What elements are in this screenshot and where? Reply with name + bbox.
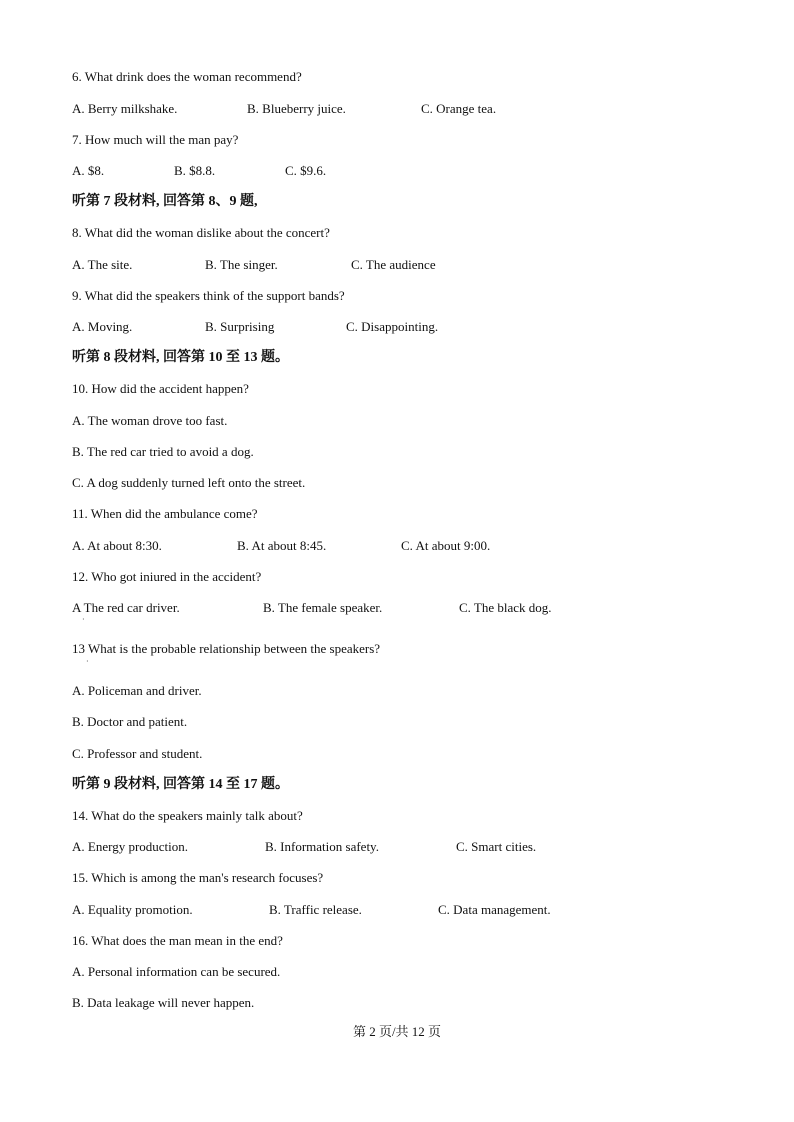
option-7a: A. $8. [72,163,105,178]
option-7c: C. $9.6. [285,163,327,178]
section-heading-7: 听第 7 段材料, 回答第 8、9 题, [72,194,258,209]
option-10a: A. The woman drove too fast. [72,413,228,428]
option-13c: C. Professor and student. [72,746,203,761]
option-9a: A. Moving. [72,319,133,334]
option-13b: B. Doctor and patient. [72,714,188,729]
question-13: 13 What is the probable relationship between the speakers? [72,641,381,656]
option-12a: A The red car driver. [72,600,180,615]
option-6c: C. Orange tea. [421,101,497,116]
section-heading-8: 听第 8 段材料, 回答第 10 至 13 题。 [72,350,289,365]
question-8: 8. What did the woman dislike about the concert? [72,225,330,240]
option-10c: C. A dog suddenly turned left onto the street. [72,475,306,490]
option-14a: A. Energy production. [72,839,189,854]
question-7: 7. How much will the man pay? [72,132,239,147]
stray-dot: · [86,657,89,666]
option-8c: C. The audience [351,257,436,272]
option-13a: A. Policeman and driver. [72,683,202,698]
option-11a: A. At about 8:30. [72,538,162,553]
question-9: 9. What did the speakers think of the support bands? [72,288,345,303]
option-11c: C. At about 9:00. [401,538,491,553]
question-15: 15. Which is among the man's research focuses? [72,870,324,885]
section-heading-9: 听第 9 段材料, 回答第 14 至 17 题。 [72,777,289,792]
option-7b: B. $8.8. [174,163,216,178]
option-15b: B. Traffic release. [269,902,362,917]
page-footer: 第 2 页/共 12 页 [352,1024,442,1039]
option-15a: A. Equality promotion. [72,902,193,917]
option-12b: B. The female speaker. [263,600,383,615]
question-11: 11. When did the ambulance come? [72,506,258,521]
option-16b: B. Data leakage will never happen. [72,995,255,1010]
option-8b: B. The singer. [205,257,278,272]
option-15c: C. Data management. [438,902,551,917]
option-14c: C. Smart cities. [456,839,537,854]
option-10b: B. The red car tried to avoid a dog. [72,444,254,459]
option-9b: B. Surprising [205,319,275,334]
question-6: 6. What drink does the woman recommend? [72,69,302,84]
option-8a: A. The site. [72,257,133,272]
option-6b: B. Blueberry juice. [247,101,346,116]
option-9c: C. Disappointing. [346,319,439,334]
option-6a: A. Berry milkshake. [72,101,178,116]
question-10: 10. How did the accident happen? [72,381,249,396]
stray-dot: · [82,615,85,624]
option-14b: B. Information safety. [265,839,379,854]
question-16: 16. What does the man mean in the end? [72,933,283,948]
question-12: 12. Who got iniured in the accident? [72,569,262,584]
option-11b: B. At about 8:45. [237,538,327,553]
question-14: 14. What do the speakers mainly talk about? [72,808,303,823]
option-12c: C. The black dog. [459,600,552,615]
option-16a: A. Personal information can be secured. [72,964,281,979]
